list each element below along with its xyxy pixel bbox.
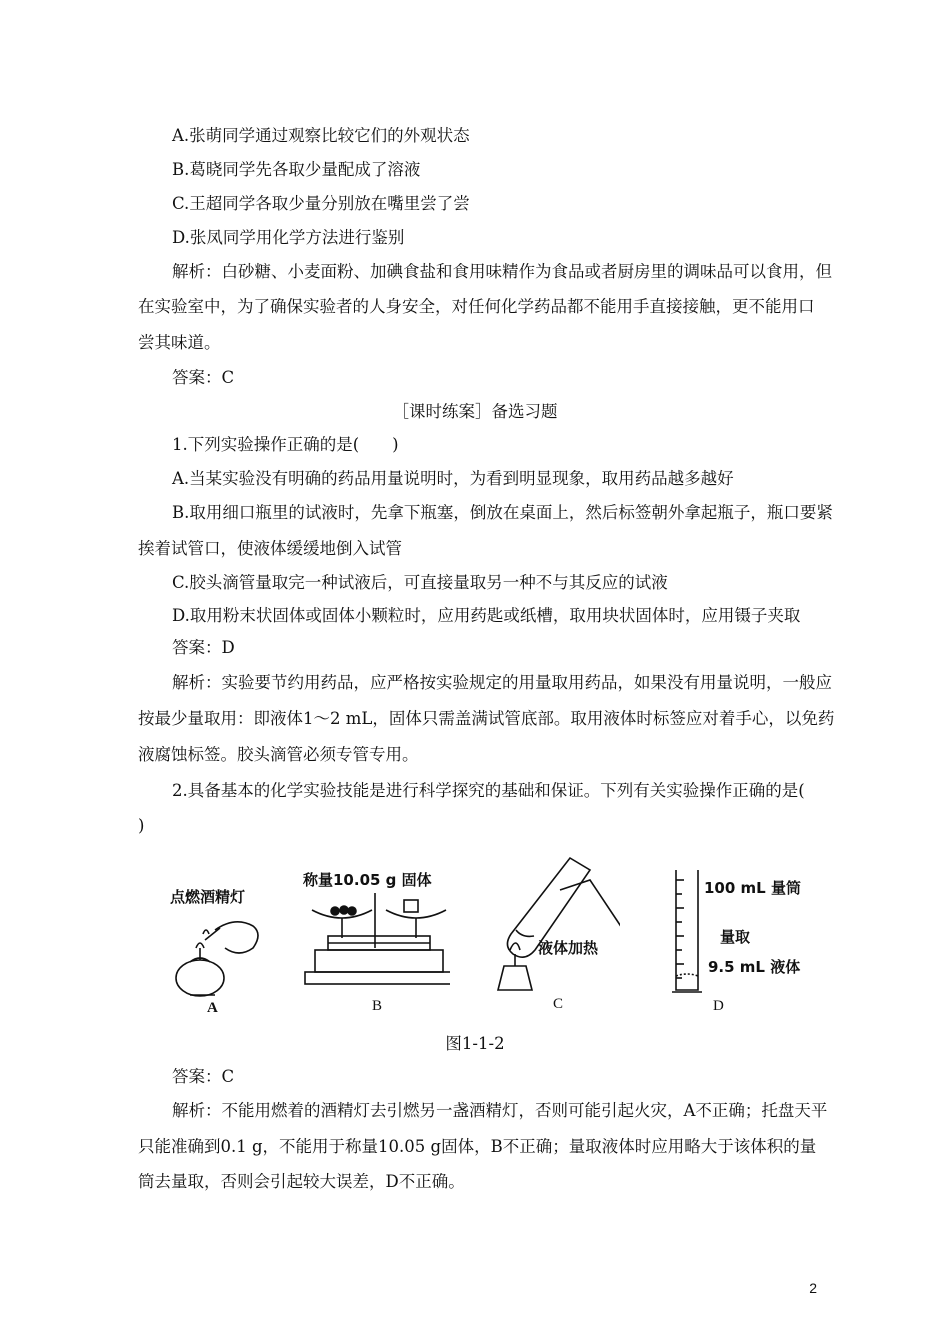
q1-option-d: D.取用粉末状固体或固体小颗粒时，应用药匙或纸槽，取用块状固体时，应用镊子夹取 [172, 606, 801, 625]
q2-answer: 答案：C [172, 1067, 235, 1086]
figure-letter-d: D [713, 998, 724, 1014]
analysis-line: 尝其味道。 [138, 333, 221, 352]
figure-d-label-measure: 量取 [720, 928, 751, 946]
figure-letter-c: C [553, 996, 564, 1012]
question-2-stem-cont: ) [138, 816, 145, 835]
page-number: 2 [809, 1280, 817, 1296]
balance-drawing [300, 888, 450, 993]
option-c: C.王超同学各取少量分别放在嘴里尝了尝 [172, 194, 470, 213]
answer: 答案：C [172, 368, 235, 387]
alcohol-lamp-drawing [160, 910, 275, 1000]
graduated-cylinder-drawing [668, 866, 708, 996]
figure-b-label: 称量10.05 g 固体 [303, 871, 432, 889]
q1-analysis-line: 解析：实验要节约用药品，应严格按实验规定的用量取用药品，如果没有用量说明，一般应 [172, 673, 832, 692]
q1-answer: 答案：D [172, 638, 235, 657]
option-b: B.葛晓同学先各取少量配成了溶液 [172, 160, 421, 179]
q1-analysis-line: 液腐蚀标签。胶头滴管必须专管专用。 [138, 745, 419, 764]
figure-c-label: 液体加热 [538, 939, 599, 957]
q1-option-b-cont: 挨着试管口，使液体缓缓地倒入试管 [138, 539, 402, 558]
option-d: D.张凤同学用化学方法进行鉴别 [172, 228, 405, 247]
figure-d-label-volume: 9.5 mL 液体 [708, 958, 801, 976]
q2-analysis-line: 筒去量取，否则会引起较大误差，D不正确。 [138, 1172, 465, 1191]
q1-option-a: A.当某实验没有明确的药品用量说明时，为看到明显现象，取用药品越多越好 [172, 469, 734, 488]
question-1-stem: 1.下列实验操作正确的是( ) [172, 435, 399, 454]
q1-option-b: B.取用细口瓶里的试液时，先拿下瓶塞，倒放在桌面上，然后标签朝外拿起瓶子，瓶口要紧 [172, 503, 833, 522]
question-2-stem: 2.具备基本的化学实验技能是进行科学探究的基础和保证。下列有关实验操作正确的是( [172, 781, 805, 800]
figure-caption: 图1-1-2 [445, 1034, 505, 1053]
figure-letter-b: B [372, 998, 383, 1014]
test-tube-heating-drawing [480, 850, 620, 995]
option-a: A.张萌同学通过观察比较它们的外观状态 [172, 126, 470, 145]
figure-d-label-cylinder: 100 mL 量筒 [704, 879, 801, 897]
q1-analysis-line: 按最少量取用：即液体1～2 mL，固体只需盖满试管底部。取用液体时标签应对着手心，以免药 [138, 709, 835, 728]
q2-analysis-line: 解析：不能用燃着的酒精灯去引燃另一盏酒精灯，否则可能引起火灾，A不正确；托盘天平 [172, 1101, 828, 1120]
analysis-line: 在实验室中，为了确保实验者的人身安全，对任何化学药品都不能用手直接接触，更不能用口 [138, 297, 815, 316]
figure-a-label: 点燃酒精灯 [170, 888, 246, 906]
analysis-line: 解析：白砂糖、小麦面粉、加碘食盐和食用味精作为食品或者厨房里的调味品可以食用，但 [172, 262, 832, 281]
q1-option-c: C.胶头滴管量取完一种试液后，可直接量取另一种不与其反应的试液 [172, 573, 668, 592]
section-title: ［课时练案］备选习题 [392, 402, 558, 421]
q2-analysis-line: 只能准确到0.1 g，不能用于称量10.05 g固体，B不正确；量取液体时应用略大于该体积的量 [138, 1137, 817, 1156]
figure-letter-a: A [207, 1000, 218, 1016]
